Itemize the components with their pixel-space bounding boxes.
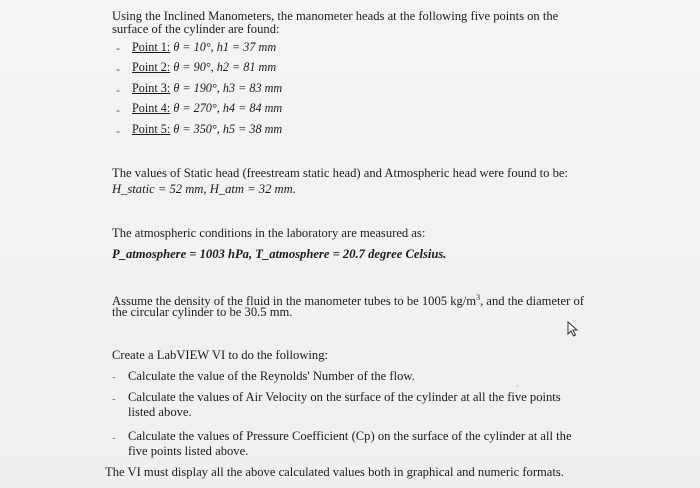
task-footer: The VI must display all the above calculated values both in graphical and numeric formats. — [105, 465, 564, 479]
bullet-dash: - — [112, 371, 116, 383]
intro-line-2: surface of the cylinder are found: — [112, 22, 280, 36]
point-label: Point 5: — [132, 122, 171, 136]
static-head-text: The values of Static head (freestream static head) and Atmospheric head were found to be: — [112, 166, 568, 180]
task-item-velocity-cont: listed above. — [128, 405, 192, 419]
point-item-5 — [132, 122, 282, 137]
task-heading: Create a LabVIEW VI to do the following: — [112, 348, 329, 362]
task-item-cp: Calculate the values of Pressure Coefficient (Cp) on the surface of the cylinder at all the — [128, 429, 572, 443]
intro-line-1: Using the Inclined Manometers, the manometer heads at the following five points on the — [112, 9, 559, 23]
bullet-dash: - — [116, 41, 120, 55]
point-label: Point 2: — [132, 60, 171, 74]
density-text-a: Assume the density of the fluid in the manometer tubes to be 1005 kg/m — [112, 294, 477, 309]
bullet-dash: - — [116, 62, 120, 76]
task-item-cp-cont: five points listed above. — [128, 444, 249, 458]
bullet-dash: - — [116, 124, 120, 138]
density-text-b: , and the diameter of — [480, 294, 584, 309]
point-values: θ = 350°, h5 = 38 mm — [173, 122, 283, 136]
point-item-1 — [132, 40, 276, 55]
atmospheric-text: The atmospheric conditions in the laboratory are measured as: — [112, 226, 426, 240]
point-label: Point 4: — [132, 101, 171, 115]
point-label: Point 1: — [132, 40, 171, 54]
bullet-dash: - — [112, 393, 116, 405]
density-line-2: the circular cylinder to be 30.5 mm. — [112, 305, 293, 319]
mouse-cursor-icon — [566, 321, 580, 337]
bullet-dash: - — [112, 432, 116, 444]
point-item-4 — [132, 101, 282, 116]
bullet-dash: - — [116, 83, 120, 97]
bullet-dash: - — [116, 103, 120, 117]
point-values: θ = 90°, h2 = 81 mm — [173, 60, 277, 74]
point-values: θ = 190°, h3 = 83 mm — [173, 81, 283, 95]
static-head-values: H_static = 52 mm, H_atm = 32 mm. — [112, 182, 296, 196]
point-label: Point 3: — [132, 81, 171, 95]
stray-mark: · — [516, 381, 519, 391]
density-superscript: 3 — [476, 293, 481, 302]
point-values: θ = 270°, h4 = 84 mm — [173, 101, 283, 115]
point-item-2 — [132, 60, 276, 75]
point-values: θ = 10°, h1 = 37 mm — [173, 40, 277, 54]
point-item-3 — [132, 81, 282, 96]
task-item-velocity: Calculate the values of Air Velocity on the surface of the cylinder at all the five points — [128, 390, 561, 404]
task-item-reynolds: Calculate the value of the Reynolds' Number of the flow. — [128, 369, 415, 383]
atmospheric-values: P_atmosphere = 1003 hPa, T_atmosphere = 20.7 degree Celsius. — [112, 247, 447, 261]
